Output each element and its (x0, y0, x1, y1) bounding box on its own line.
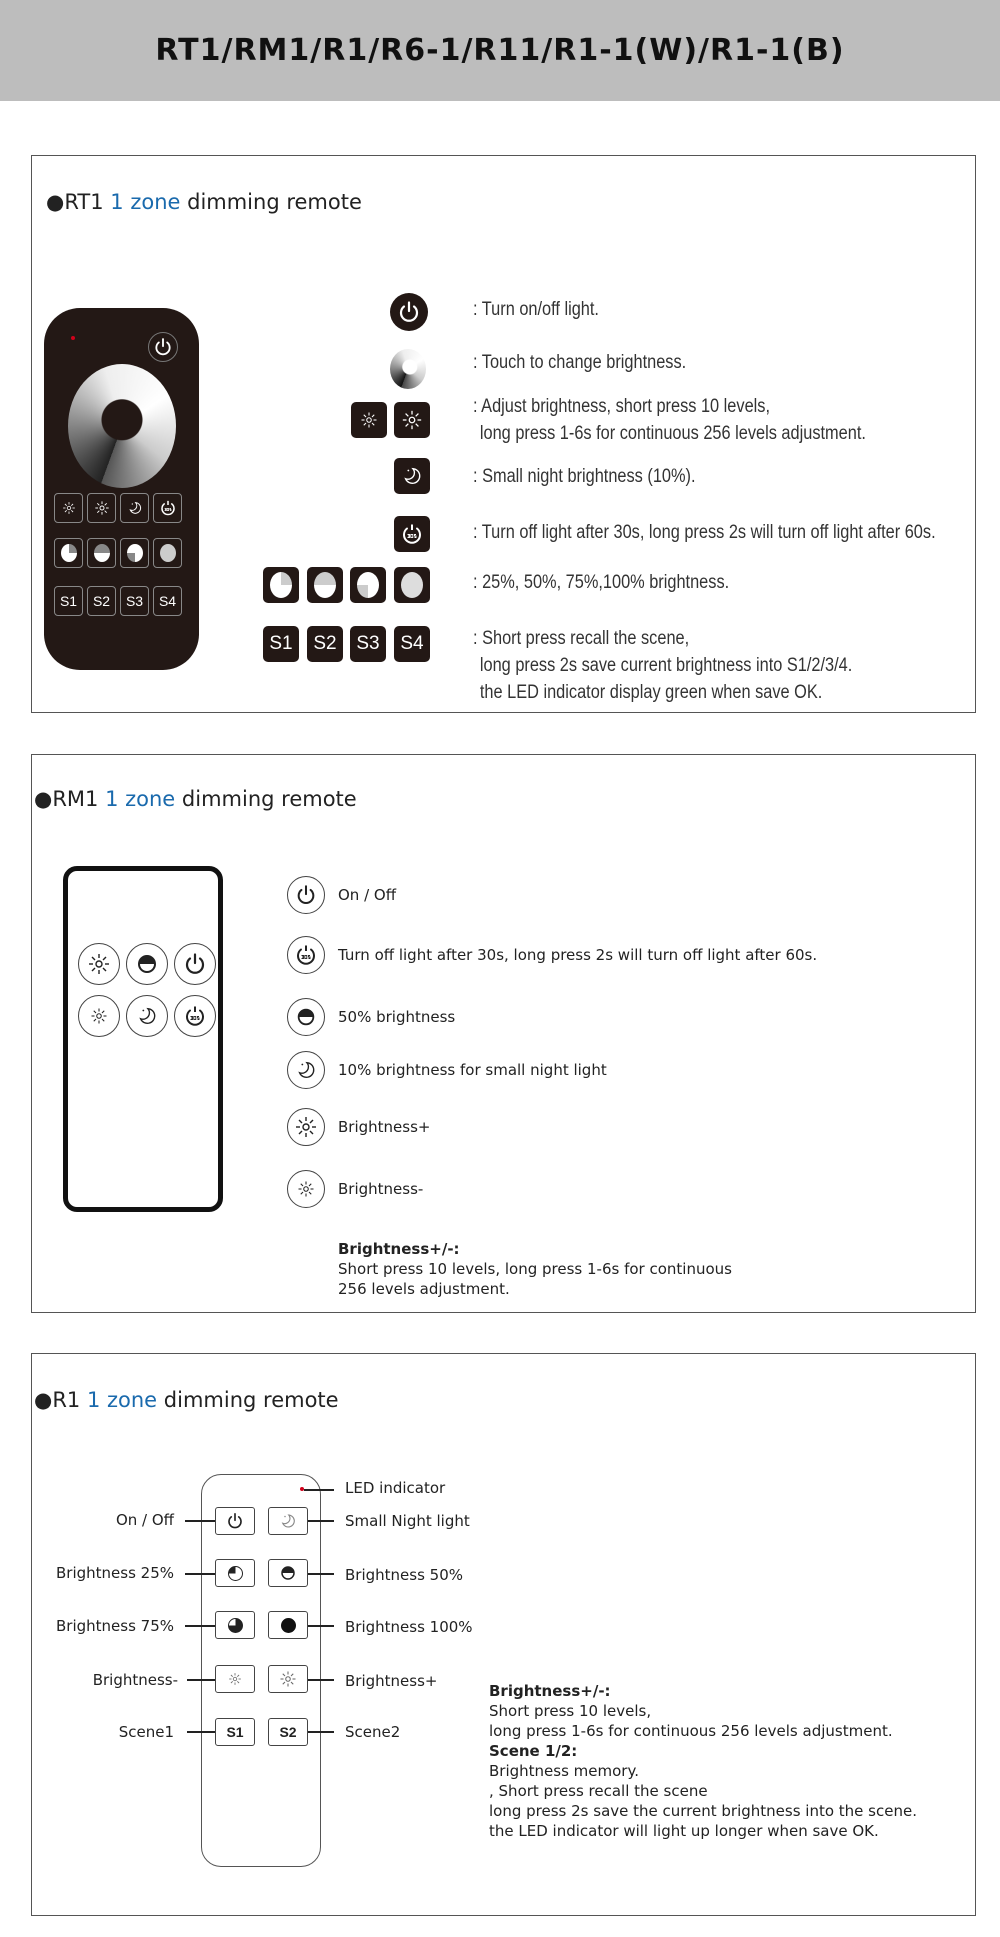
brightness-up-icon (78, 943, 120, 985)
leader-line (308, 1520, 334, 1522)
leader-line (308, 1573, 334, 1575)
label-brightness-75: Brightness 75% (55, 1617, 174, 1635)
night-light-icon (126, 995, 168, 1037)
label-scene2: Scene2 (345, 1723, 401, 1741)
rt1-desc-scene-line3: the LED indicator display green when save OK. (479, 682, 823, 703)
rt1-desc-timer: : Turn off light after 30s, long press 2s will turn off light after 60s. (473, 522, 936, 543)
half-brightness-icon (126, 943, 168, 985)
r1-note-line: Short press 10 levels, (489, 1702, 652, 1720)
brightness-100-icon (153, 538, 182, 568)
rt1-desc-touch: : Touch to change brightness. (473, 352, 687, 373)
page-header (0, 0, 1000, 101)
brightness-up-icon (394, 402, 430, 438)
leader-line (185, 1520, 215, 1522)
brightness-75-icon (350, 567, 386, 603)
power-button (215, 1507, 255, 1535)
rt1-desc-brightness-line1: : Adjust brightness, short press 10 levels, (473, 396, 770, 417)
rm1-title: ●RM1 1 zone dimming remote (34, 787, 357, 811)
leader-line (185, 1573, 215, 1575)
rm1-note-line: Short press 10 levels, long press 1-6s for continuous (338, 1260, 732, 1278)
night-light-icon (287, 1051, 325, 1089)
brightness-down-icon (351, 402, 387, 438)
scene-1-button: S1 (215, 1718, 255, 1746)
brightness-down-icon (287, 1170, 325, 1208)
brightness-down-button (215, 1665, 255, 1693)
brightness-25-button (215, 1559, 255, 1587)
label-brightness-down: Brightness- (92, 1671, 178, 1689)
r1-note-line: , Short press recall the scene (489, 1782, 708, 1800)
rm1-desc-power: On / Off (338, 886, 397, 904)
rt1-title: ●RT1 1 zone dimming remote (46, 190, 362, 214)
brightness-100-icon (394, 567, 430, 603)
brightness-50-icon (307, 567, 343, 603)
power-icon (174, 943, 216, 985)
night-light-icon (120, 493, 149, 523)
rm1-note (338, 1239, 732, 1299)
brightness-100-button (268, 1611, 308, 1639)
led-indicator-label: LED indicator (345, 1479, 446, 1497)
scene-2-icon: S2 (87, 586, 116, 616)
timer-off-icon (153, 493, 182, 523)
timer-off-icon (174, 995, 216, 1037)
touch-wheel-icon (390, 349, 426, 389)
r1-note-line: long press 1-6s for continuous 256 levels adjustment. (489, 1722, 893, 1740)
night-light-icon (394, 458, 430, 494)
touch-wheel-icon (68, 364, 176, 488)
scene-4-icon: S4 (153, 586, 182, 616)
timer-off-icon (394, 516, 430, 552)
leader-line (185, 1625, 215, 1627)
scene-1-icon: S1 (263, 626, 299, 662)
r1-title: ●R1 1 zone dimming remote (34, 1388, 339, 1412)
r1-note (489, 1681, 917, 1841)
rt1-desc-scene-line2: long press 2s save current brightness into S1/2/3/4. (479, 655, 853, 676)
label-brightness-50: Brightness 50% (345, 1566, 464, 1584)
power-icon (148, 332, 178, 362)
brightness-down-icon (54, 493, 83, 523)
label-brightness-100: Brightness 100% (345, 1618, 473, 1636)
power-icon (287, 876, 325, 914)
scene-2-button: S2 (268, 1718, 308, 1746)
rt1-desc-scene-line1: : Short press recall the scene, (473, 628, 690, 649)
scene-4-icon: S4 (394, 626, 430, 662)
rt1-remote-image (44, 308, 199, 670)
brightness-up-icon (87, 493, 116, 523)
rt1-desc-levels: : 25%, 50%, 75%,100% brightness. (473, 572, 730, 593)
brightness-75-button (215, 1611, 255, 1639)
half-brightness-icon (287, 998, 325, 1036)
rm1-desc-timer: Turn off light after 30s, long press 2s will turn off light after 60s. (338, 946, 818, 964)
label-brightness-25: Brightness 25% (55, 1564, 174, 1582)
rm1-remote-image (63, 866, 223, 1212)
rm1-desc-half: 50% brightness (338, 1008, 456, 1026)
r1-note-line: the LED indicator will light up longer when save OK. (489, 1822, 879, 1840)
rm1-note-title: Brightness+/-: (338, 1240, 460, 1258)
brightness-up-button (268, 1665, 308, 1693)
label-on-off: On / Off (115, 1511, 174, 1529)
brightness-25-icon (54, 538, 83, 568)
brightness-down-icon (78, 995, 120, 1037)
rm1-section (31, 754, 976, 1313)
leader-line (187, 1679, 215, 1681)
rt1-desc-scene (473, 625, 852, 706)
brightness-up-icon (287, 1108, 325, 1146)
rm1-desc-night: 10% brightness for small night light (338, 1061, 607, 1079)
r1-note1-title: Brightness+/-: (489, 1682, 611, 1700)
rt1-desc-power: : Turn on/off light. (473, 299, 599, 320)
leader-line (308, 1679, 334, 1681)
scene-1-icon: S1 (54, 586, 83, 616)
leader-line (308, 1625, 334, 1627)
scene-3-icon: S3 (350, 626, 386, 662)
r1-note-line: Brightness memory. (489, 1762, 639, 1780)
r1-note-line: long press 2s save the current brightness into the scene. (489, 1802, 917, 1820)
page-title: RT1/RM1/R1/R6-1/R11/R1-1(W)/R1-1(B) (155, 33, 845, 68)
night-light-button (268, 1507, 308, 1535)
label-night-light: Small Night light (345, 1512, 470, 1530)
power-icon (390, 293, 428, 331)
rt1-desc-brightness-line2: long press 1-6s for continuous 256 levels adjustment. (479, 423, 866, 444)
led-indicator (71, 336, 75, 340)
timer-off-icon (287, 936, 325, 974)
brightness-50-button (268, 1559, 308, 1587)
rt1-section (31, 155, 976, 713)
led-leader-line (304, 1489, 334, 1491)
label-scene1: Scene1 (118, 1723, 174, 1741)
r1-note2-title: Scene 1/2: (489, 1742, 578, 1760)
scene-2-icon: S2 (307, 626, 343, 662)
scene-3-icon: S3 (120, 586, 149, 616)
leader-line (187, 1731, 215, 1733)
rt1-desc-night: : Small night brightness (10%). (473, 466, 696, 487)
leader-line (308, 1731, 334, 1733)
brightness-75-icon (120, 538, 149, 568)
rm1-desc-up: Brightness+ (338, 1118, 431, 1136)
brightness-25-icon (263, 567, 299, 603)
r1-section (31, 1353, 976, 1916)
rm1-desc-down: Brightness- (338, 1180, 424, 1198)
label-brightness-up: Brightness+ (345, 1672, 438, 1690)
rt1-desc-brightness (473, 393, 866, 447)
rm1-note-line: 256 levels adjustment. (338, 1280, 510, 1298)
brightness-50-icon (87, 538, 116, 568)
